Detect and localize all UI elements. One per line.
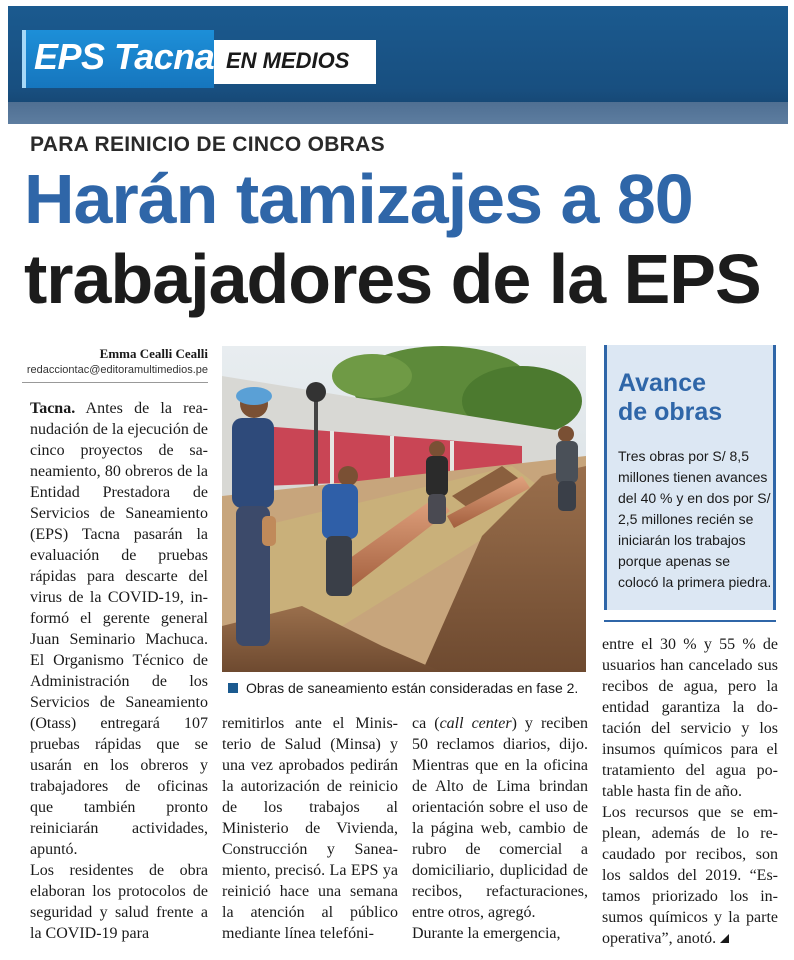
- author-name: Emma Cealli Cealli: [99, 346, 208, 361]
- sidebar-divider: [604, 620, 776, 622]
- caption-marker-icon: [228, 683, 238, 693]
- section-label: EN MEDIOS: [226, 48, 350, 73]
- sidebar-title: [618, 369, 722, 427]
- body-paragraph: remitirlos ante el Ministerio de Salud (Minsa) y una vez aprobados pedirán la autorización de reinicio de los trabajos al Ministerio de Vivienda, Construcción y Saneamiento, precisó. La EPS ya reinició hace una semana la atención al público mediante línea telefóni-: [222, 715, 398, 942]
- photo-illustration: [222, 346, 586, 672]
- sidebar-text: Tres obras por S/ 8,5 millones tienen avances del 40 % y en dos por S/ 2,5 millones recién se iniciarán los trabajos porque apenas se colocó la primera piedra.: [618, 448, 772, 590]
- byline: [22, 346, 208, 376]
- body-column-4: [602, 634, 778, 949]
- author-email: redacciontac@editoramultimedios.pe: [26, 364, 208, 376]
- sidebar-title-line-1: Avance: [618, 369, 707, 397]
- brand-logo-text: EPS Tacna: [34, 36, 215, 77]
- body-paragraph: [412, 713, 588, 923]
- body-text: Los recursos que se emplean, además de lo recaudado por recibos, son los saldos del 2019. “Estamos priorizado los insumos químicos y la parte operativa”, anotó.: [602, 804, 778, 947]
- caption-text: Obras de saneamiento están consideradas en fase 2.: [246, 680, 579, 696]
- article-photo: [222, 346, 586, 672]
- body-column-1: [30, 398, 208, 944]
- body-paragraph: [30, 398, 208, 860]
- body-paragraph: Durante la emergencia,: [412, 925, 561, 942]
- body-column-2: [222, 713, 398, 944]
- headline-line-1: Harán tamizajes a 80: [24, 160, 693, 238]
- sidebar-title-line-2: de obras: [618, 398, 723, 426]
- body-text: Antes de la reanudación de la ejecución de cinco proyectos de saneamiento, 80 obreros de la Entidad Prestadora de Servicios de Saneamiento (EPS) Tacna pasarán la evaluación de pruebas rápidas para descarte del virus de la COVID-19, informó el gerente general Juan Seminario Machuca. El Organismo Técnico de Administración de los Servicios de Saneamiento (Otass) entregará 107 pruebas rápidas que se usarán en los obreros y trabajadores de oficinas que también pronto reiniciarán actividades, apuntó.: [30, 400, 208, 858]
- headline-line-2: trabajadores de la EPS: [24, 240, 761, 318]
- dateline: Tacna.: [30, 400, 76, 417]
- byline-divider: [22, 382, 208, 383]
- end-of-article-icon: [720, 934, 729, 943]
- body-column-3: [412, 713, 588, 944]
- article-kicker: PARA REINICIO DE CINCO OBRAS: [30, 133, 385, 156]
- body-text-italic: call center: [439, 715, 512, 732]
- body-paragraph: [602, 802, 778, 949]
- photo-caption: [228, 680, 578, 696]
- header-band-strip: [8, 102, 788, 124]
- body-paragraph: Los residentes de obra elaboran los protocolos de seguridad y salud frente a la COVID-19 para: [30, 862, 208, 942]
- body-paragraph: entre el 30 % y 55 % de usuarios han cancelado sus recibos de agua, pero la entidad garantiza la dotación del servicio y los insumos químicos para el tratamiento del agua potable hasta fin de año.: [602, 636, 778, 800]
- body-text: ca (: [412, 715, 440, 732]
- body-text: ) y reciben 50 reclamos diarios, dijo. Mientras que en la oficina de Alto de Lima brindan orientación sobre el uso de la página web, cambio de rubro de comercial a domiciliario, duplicidad de recibos, refacturaciones, entre otros, agregó.: [412, 715, 589, 921]
